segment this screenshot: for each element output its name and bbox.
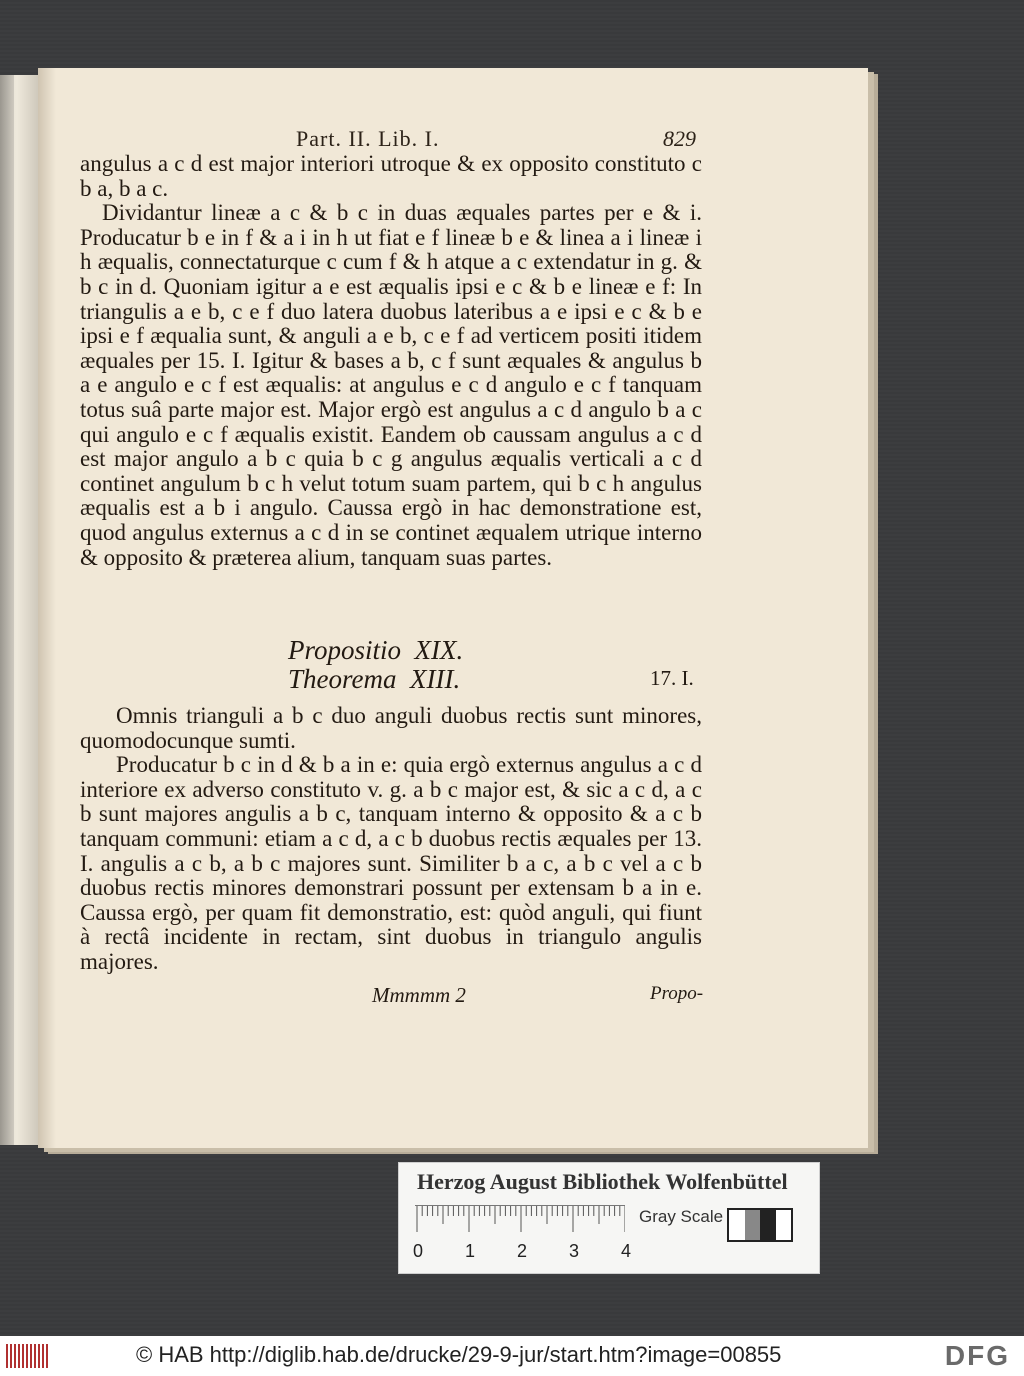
paragraph: Producatur b c in d & b a in e: quia ergò externus angulus a c d interiore ex adverso constituto v. g. a b c major est, & sic a c d, a c b sunt majores angulis a b c, tanquam interno & opposito & a c b tanquam communi: etiam a c d, a c b duobus rectis æquales per 13. I. angulis a c b, a b c majores sunt. Similiter b a c, a b c vel a c b duobus rectis minores demonstrari possunt per extensam b a in e. Caussa ergò, per quam fit demonstratio, est: quòd anguli, qui fiunt à rectâ incidente in rectam, sint duobus in triangulo angulis majores. (80, 752, 702, 974)
ruler-number: 2 (517, 1241, 528, 1261)
running-head: Part. II. Lib. I. (296, 126, 440, 151)
body-text-block-2 (80, 704, 702, 975)
theorem-title: Theorema XIII. (288, 664, 461, 694)
ruler-number: 1 (465, 1241, 476, 1261)
swatch-black (760, 1210, 776, 1240)
gray-scale-swatches (727, 1208, 793, 1242)
ruler-ticks (415, 1206, 625, 1234)
proposition-heading (288, 636, 463, 694)
dfg-logo: DFG (944, 1340, 1010, 1371)
swatch-white (776, 1210, 792, 1240)
proposition-title: Propositio XIX. (288, 635, 464, 665)
paragraph: angulus a c d est major interiori utroque & ex opposito constituto c b a, b a c. (80, 151, 702, 201)
measurement-ruler (415, 1205, 625, 1234)
ruler-number: 3 (569, 1241, 580, 1261)
page-number: 829 (663, 126, 696, 151)
ruler-number: 4 (621, 1241, 632, 1261)
swatch-gray (745, 1210, 761, 1240)
viewer-footer (0, 1336, 1024, 1376)
book-spine-edge (0, 75, 14, 1145)
body-text-block-1 (80, 152, 702, 570)
margin-reference: 17. I. (650, 666, 694, 690)
paragraph: Omnis trianguli a b c duo anguli duobus rectis sunt minores, quomodocunque sumti. (80, 703, 702, 753)
ruler-number: 0 (413, 1241, 424, 1261)
library-label-card (398, 1162, 820, 1274)
signature-mark: Mmmmm 2 (372, 983, 466, 1007)
hab-logo-icon (6, 1344, 48, 1368)
book-page (38, 68, 868, 1148)
gray-scale-label: Gray Scale (639, 1207, 724, 1226)
institution-name: Herzog August Bibliothek Wolfenbüttel (417, 1169, 788, 1194)
paragraph: Dividantur lineæ a c & b c in duas æquales partes per e & i. Producatur b e in f & a i in h ut fiat e f lineæ b e & linea a i lineæ i h æqualis, connectaturque c cum f & h atque a c extendatur in g. & b c in d. Quoniam igitur a e est æqualis ipsi e c & b e lineæ e f: In triangulis a e b, c e f duo latera duobus lateribus a e ipsi e c & b e ipsi e f æqualia sunt, & anguli a e b, c e f ad verticem positi itidem æquales per 15. I. Igitur & bases a b, c f sunt æquales & angulus b a e angulo e c f est æqualis: at angulus e c d angulo e c f tanquam totus suâ parte major est. Major ergò est angulus a c d angulo b a c qui angulo e c f æqualis existit. Eandem ob caussam angulus a c d est major angulo a b c quia b c g angulus æqualis verticali a c d continet angulum b c h velut totum suam partem, qui b c h angulus æqualis est a b i angulo. Caussa ergò in hac demonstratione est, quod angulus externus a c d in se continet æqualem utrique interno & opposito & præterea alium, tanquam suas partes. (80, 200, 702, 570)
preceding-pages-edge (0, 75, 42, 1145)
copyright-link[interactable]: © HAB http://diglib.hab.de/drucke/29-9-jur/start.htm?image=00855 (136, 1342, 782, 1367)
swatch-white (729, 1210, 745, 1240)
page-header (296, 126, 696, 154)
catchword: Propo- (650, 983, 704, 1004)
